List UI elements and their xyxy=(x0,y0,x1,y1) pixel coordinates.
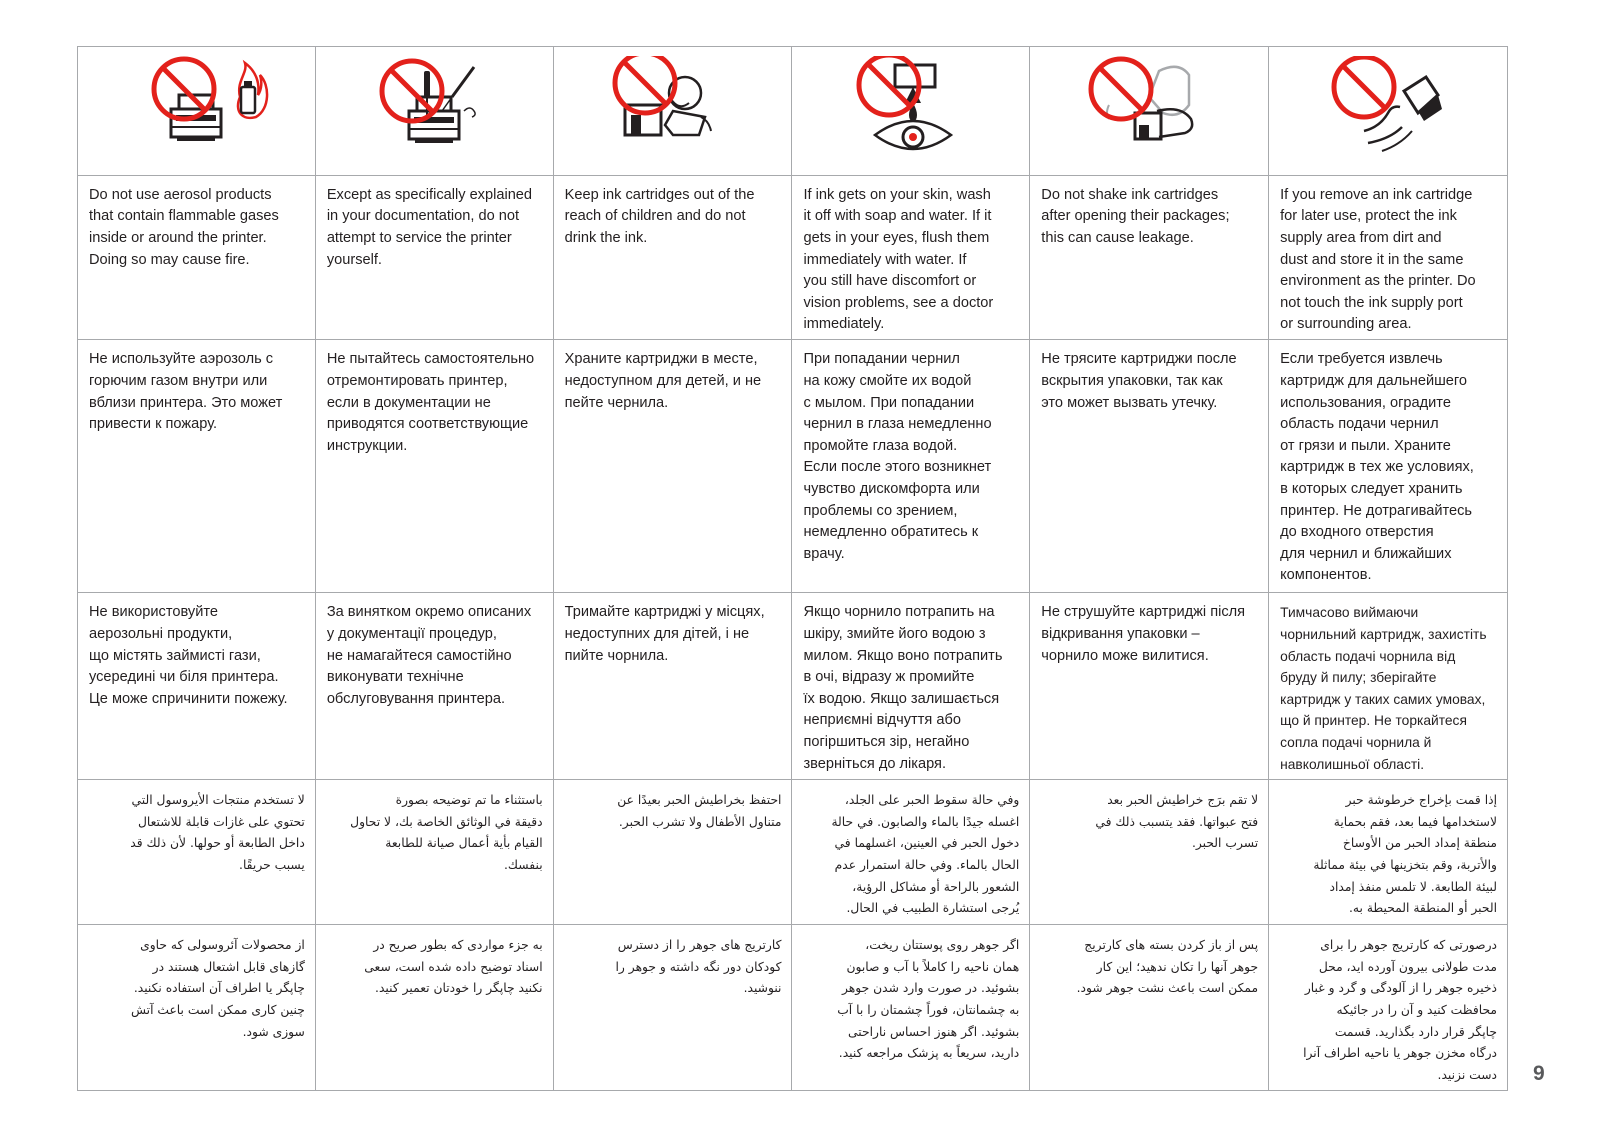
safety-table xyxy=(77,46,1508,1091)
english-cell: If ink gets on your skin, wash it off with soap and water. If it gets in your eyes, flush them immediately with water. If you still have discomfort or vision problems, see a doctor immediately. xyxy=(792,175,1030,340)
icon-cell-4 xyxy=(792,47,1030,176)
english-cell: Do not use aerosol products that contain flammable gases inside or around the printer. Doing so may cause fire. xyxy=(78,175,316,340)
icon-cell-6 xyxy=(1269,47,1508,176)
arabic-row xyxy=(78,780,1508,925)
arabic-cell: لا تستخدم منتجات الأيروسول التي تحتوي على غازات قابلة للاشتعال داخل الطابعة أو حولها. لأن ذلك قد يسبب حريقًا. xyxy=(78,780,316,925)
ukrainian-row xyxy=(78,593,1508,780)
arabic-cell: وفي حالة سقوط الحبر على الجلد، اغسله جيدًا بالماء والصابون. في حالة دخول الحبر في العينين، اغسلهما في الحال بالماء. وفي حالة استمرار عدم الشعور بالراحة أو مشاكل الرؤية، يُرجى استشارة الطبيب في الحال. xyxy=(792,780,1030,925)
russian-cell: Храните картриджи в месте, недоступном для детей, и не пейте чернила. xyxy=(553,340,792,593)
english-cell: If you remove an ink cartridge for later use, protect the ink supply area from dirt and dust and store it in the same environment as the printer. Do not touch the ink supply port or surrounding area. xyxy=(1269,175,1508,340)
no-self-service-icon xyxy=(316,56,553,166)
icon-cell-3 xyxy=(553,47,792,176)
page-number: 9 xyxy=(1533,1062,1545,1085)
ukrainian-cell: Якщо чорнило потрапить на шкіру, змийте його водою з милом. Якщо воно потрапить в очі, відразу ж промийте їх водою. Якщо залишається неприємні відчуття або погіршиться зір, негайно зверніться до лікаря. xyxy=(792,593,1030,780)
russian-cell: Не пытайтесь самостоятельно отремонтировать принтер, если в документации не приводятся соответствующие инструкции. xyxy=(315,340,553,593)
icon-cell-2 xyxy=(315,47,553,176)
russian-cell: Не трясите картриджи после вскрытия упаковки, так как это может вызвать утечку. xyxy=(1030,340,1269,593)
russian-cell: При попадании чернил на кожу смойте их водой с мылом. При попадании чернил в глаза немедленно промойте глаза водой. Если после этого возникнет чувство дискомфорта или проблемы со зрением, немедленно обратитесь к врачу. xyxy=(792,340,1030,593)
ukrainian-cell: Не використовуйте аерозольні продукти, що містять займисті гази, усередині чи біля принтера. Це може спричинити пожежу. xyxy=(78,593,316,780)
russian-row xyxy=(78,340,1508,593)
ukrainian-cell: Тимчасово виймаючи чорнильний картридж, захистіть область подачі чорнила від бруду й пилу; зберігайте картридж у таких самих умовах, що й принтер. Не торкайтеся сопла подачі чорнила й навколишньої області. xyxy=(1269,593,1508,780)
keep-from-children-icon xyxy=(554,56,792,166)
persian-cell: اگر جوهر روی پوستتان ریخت، همان ناحیه را کاملاً با آب و صابون بشوئید. در صورت وارد شدن جوهر به چشمانتان، فوراً چشمتان را با آب بشوئید. اگر هنوز احساس ناراحتی دارید، سریعاً به پزشک مراجعه کنید. xyxy=(792,925,1030,1091)
protect-ink-port-icon xyxy=(1269,56,1507,166)
icon-cell-5 xyxy=(1030,47,1269,176)
english-cell: Keep ink cartridges out of the reach of children and do not drink the ink. xyxy=(553,175,792,340)
english-cell: Do not shake ink cartridges after opening their packages; this can cause leakage. xyxy=(1030,175,1269,340)
russian-cell: Не используйте аэрозоль с горючим газом внутри или вблизи принтера. Это может привести к пожару. xyxy=(78,340,316,593)
arabic-cell: باستثناء ما تم توضيحه بصورة دقيقة في الوثائق الخاصة بك، لا تحاول القيام بأية أعمال صيانة للطابعة بنفسك. xyxy=(315,780,553,925)
english-row xyxy=(78,175,1508,340)
persian-cell: کارتریج های جوهر را از دسترس کودکان دور نگه داشته و جوهر را ننوشید. xyxy=(553,925,792,1091)
ukrainian-cell: Тримайте картриджі у місцях, недоступних для дітей, і не пийте чорнила. xyxy=(553,593,792,780)
persian-cell: از محصولات آئروسولی که حاوی گازهای قابل اشتعال هستند در چاپگر یا اطراف آن استفاده نکنید. چنین کاری ممکن است باعث آتش سوزی شود. xyxy=(78,925,316,1091)
arabic-cell: احتفظ بخراطيش الحبر بعيدًا عن متناول الأطفال ولا تشرب الحبر. xyxy=(553,780,792,925)
icon-cell-1 xyxy=(78,47,316,176)
persian-cell: به جزء مواردی که بطور صریح در اسناد توضیح داده شده است، سعی نکنید چاپگر را خودتان تعمیر کنید. xyxy=(315,925,553,1091)
icon-row xyxy=(78,47,1508,176)
persian-cell: درصورتی که کارتریج جوهر را برای مدت طولانی بیرون آورده اید، محل ذخیره جوهر را از آلودگی و گرد و غبار محافظت کنید و آن را در جائیکه چاپگر قرار دارد بگذارید. قسمت درگاه مخزن جوهر یا ناحیه اطراف آنرا دست نزنید. xyxy=(1269,925,1508,1091)
ink-in-eye-icon xyxy=(792,56,1029,166)
persian-row xyxy=(78,925,1508,1091)
ukrainian-cell: За винятком окремо описаних у документації процедур, не намагайтеся самостійно виконувати технічне обслуговування принтера. xyxy=(315,593,553,780)
no-aerosol-icon xyxy=(78,56,315,166)
arabic-cell: إذا قمت بإخراج خرطوشة حبر لاستخدامها فيما بعد، فقم بحماية منطقة إمداد الحبر من الأوساخ والأتربة، وقم بتخزينها في بيئة مماثلة لبيئة الطابعة. لا تلمس منفذ إمداد الحبر أو المنطقة المحيطة به. xyxy=(1269,780,1508,925)
ukrainian-cell: Не струшуйте картриджі після відкривання упаковки – чорнило може вилитися. xyxy=(1030,593,1269,780)
no-shaking-icon xyxy=(1030,56,1268,166)
arabic-cell: لا تقم برَج خراطيش الحبر بعد فتح عبواتها. فقد يتسبب ذلك في تسرب الحبر. xyxy=(1030,780,1269,925)
russian-cell: Если требуется извлечь картридж для дальнейшего использования, оградите область подачи чернил от грязи и пыли. Храните картридж в тех же условиях, в которых следует хранить принтер. Не дотрагивайтесь до входного отверстия для чернил и ближайших компонентов. xyxy=(1269,340,1508,593)
english-cell: Except as specifically explained in your documentation, do not attempt to service the printer yourself. xyxy=(315,175,553,340)
persian-cell: پس از باز کردن بسته های کارتریج جوهر آنها را تکان ندهید؛ این کار ممکن است باعث نشت جوهر شود. xyxy=(1030,925,1269,1091)
